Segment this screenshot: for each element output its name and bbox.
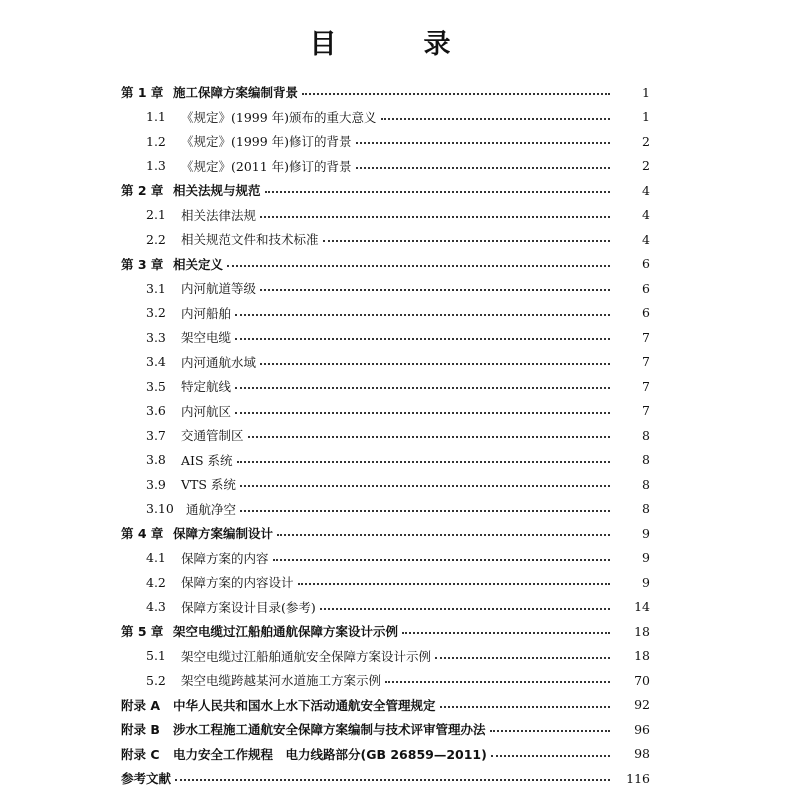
dot-leader — [356, 142, 610, 144]
toc-entry-number: 3.9 — [146, 476, 166, 492]
toc-entry-page: 6 — [642, 305, 650, 321]
toc-section-entry — [0, 129, 790, 154]
dot-leader — [240, 485, 610, 487]
toc-entry-page: 18 — [634, 648, 650, 664]
toc-entry-title: 保障方案设计目录(参考) — [181, 599, 316, 615]
toc-entry-number: 1.3 — [146, 158, 166, 174]
toc-entry-page: 70 — [634, 672, 650, 688]
dot-leader — [175, 779, 610, 781]
toc-section-entry — [0, 301, 790, 326]
toc-section-entry — [0, 105, 790, 130]
toc-entry-title: 保障方案编制设计 — [173, 526, 274, 542]
dot-leader — [298, 583, 610, 585]
toc-section-entry — [0, 203, 790, 228]
dot-leader — [320, 608, 610, 610]
toc-entry-title: 特定航线 — [181, 379, 232, 395]
dot-leader — [265, 191, 610, 193]
toc-chapter-entry — [0, 766, 790, 791]
dot-leader — [235, 338, 610, 340]
toc-entry-title: 参考文献 — [121, 771, 172, 787]
toc-entry-page: 2 — [642, 158, 650, 174]
toc-entry-number: 2.2 — [146, 231, 166, 247]
toc-section-entry — [0, 448, 790, 473]
toc-entry-page: 9 — [642, 574, 650, 590]
toc-entry-page: 8 — [642, 501, 650, 517]
toc-entry-page: 98 — [634, 746, 650, 762]
toc-entry-page: 18 — [634, 623, 650, 639]
toc-entry-title: 内河通航水域 — [181, 354, 257, 370]
dot-leader — [323, 240, 610, 242]
toc-entry-number: 3.5 — [146, 378, 166, 394]
toc-entry-number: 4.2 — [146, 574, 166, 590]
toc-entry-title: 涉水工程施工通航安全保障方案编制与技术评审管理办法 — [173, 722, 486, 738]
dot-leader — [385, 681, 610, 683]
toc-entry-page: 7 — [642, 378, 650, 394]
toc-section-entry — [0, 472, 790, 497]
toc-chapter-entry — [0, 80, 790, 105]
toc-section-entry — [0, 399, 790, 424]
toc-entry-title: 交通管制区 — [181, 428, 244, 444]
toc-entry-number: 3.2 — [146, 305, 166, 321]
toc-entry-page: 8 — [642, 476, 650, 492]
dot-leader — [490, 730, 610, 732]
toc-section-entry — [0, 595, 790, 620]
toc-entry-number: 附录 A — [121, 697, 161, 713]
toc-entry-title: 通航净空 — [186, 501, 237, 517]
toc-entry-title: 相关定义 — [173, 256, 224, 272]
toc-section-entry — [0, 570, 790, 595]
toc-entry-title: 《规定》(1999 年)修订的背景 — [181, 134, 352, 150]
toc-section-entry — [0, 423, 790, 448]
toc-entry-title: 内河船舶 — [181, 305, 232, 321]
dot-leader — [235, 314, 610, 316]
toc-entry-title: 架空电缆过江船舶通航安全保障方案设计示例 — [181, 648, 432, 664]
toc-entry-number: 第 3 章 — [121, 256, 164, 272]
toc-entry-number: 4.3 — [146, 599, 166, 615]
toc-entry-number: 第 1 章 — [121, 85, 164, 101]
toc-chapter-entry — [0, 742, 790, 767]
toc-entry-number: 5.1 — [146, 648, 166, 664]
toc-entry-page: 2 — [642, 133, 650, 149]
toc-entry-title: 相关法规与规范 — [173, 183, 261, 199]
toc-entry-title: 保障方案的内容 — [181, 550, 269, 566]
toc-entry-title: 架空电缆跨越某河水道施工方案示例 — [181, 673, 382, 689]
toc-section-entry — [0, 546, 790, 571]
toc-chapter-entry — [0, 252, 790, 277]
toc-chapter-entry — [0, 693, 790, 718]
toc-section-entry — [0, 497, 790, 522]
toc-entry-number: 3.8 — [146, 452, 166, 468]
dot-leader — [491, 755, 610, 757]
dot-leader — [273, 559, 610, 561]
toc-entry-page: 92 — [634, 697, 650, 713]
toc-entry-title: 架空电缆 — [181, 330, 232, 346]
toc-chapter-entry — [0, 717, 790, 742]
toc-entry-page: 6 — [642, 256, 650, 272]
toc-section-entry — [0, 154, 790, 179]
toc-entry-number: 1.2 — [146, 133, 166, 149]
toc-section-entry — [0, 325, 790, 350]
toc-entry-title: 相关法律法规 — [181, 207, 257, 223]
dot-leader — [240, 510, 610, 512]
toc-entry-number: 3.10 — [146, 501, 174, 517]
dot-leader — [235, 412, 610, 414]
toc-entry-number: 2.1 — [146, 207, 166, 223]
toc-entry-number: 3.3 — [146, 329, 166, 345]
toc-section-entry — [0, 374, 790, 399]
toc-entry-title: 施工保障方案编制背景 — [173, 85, 299, 101]
dot-leader — [435, 657, 610, 659]
toc-entry-title: 《规定》(1999 年)颁布的重大意义 — [181, 109, 377, 125]
dot-leader — [260, 289, 610, 291]
toc-section-entry — [0, 350, 790, 375]
toc-entry-number: 3.1 — [146, 280, 166, 296]
toc-entry-page: 9 — [642, 550, 650, 566]
toc-entry-number: 第 5 章 — [121, 624, 164, 640]
toc-entry-title: VTS 系统 — [181, 477, 236, 493]
dot-leader — [235, 387, 610, 389]
toc-entry-page: 1 — [642, 84, 650, 100]
toc-entry-page: 9 — [642, 525, 650, 541]
dot-leader — [402, 632, 610, 634]
toc-entry-page: 4 — [642, 207, 650, 223]
toc-entry-title: 电力安全工作规程 电力线路部分(GB 26859—2011) — [173, 746, 487, 762]
toc-entry-page: 6 — [642, 280, 650, 296]
toc-entry-number: 第 4 章 — [121, 526, 164, 542]
toc-entry-number: 3.4 — [146, 354, 166, 370]
toc-entry-number: 5.2 — [146, 672, 166, 688]
toc-entry-number: 1.1 — [146, 109, 166, 125]
toc-chapter-entry — [0, 619, 790, 644]
toc-section-entry — [0, 227, 790, 252]
toc-section-entry — [0, 668, 790, 693]
toc-entry-title: 保障方案的内容设计 — [181, 575, 294, 591]
toc-entry-title: 中华人民共和国水上水下活动通航安全管理规定 — [173, 697, 436, 713]
dot-leader — [237, 461, 610, 463]
dot-leader — [260, 216, 610, 218]
table-of-contents — [0, 80, 790, 791]
toc-entry-page: 7 — [642, 354, 650, 370]
toc-entry-title: AIS 系统 — [181, 452, 233, 468]
toc-entry-number: 附录 C — [121, 746, 160, 762]
toc-entry-number: 3.6 — [146, 403, 166, 419]
toc-entry-number: 3.7 — [146, 427, 166, 443]
dot-leader — [302, 93, 610, 95]
toc-entry-page: 116 — [626, 770, 650, 786]
toc-entry-page: 8 — [642, 427, 650, 443]
dot-leader — [277, 534, 610, 536]
toc-entry-title: 《规定》(2011 年)修订的背景 — [181, 158, 352, 174]
toc-entry-title: 内河航道等级 — [181, 281, 257, 297]
toc-entry-page: 7 — [642, 329, 650, 345]
toc-section-entry — [0, 276, 790, 301]
toc-entry-page: 8 — [642, 452, 650, 468]
toc-entry-number: 4.1 — [146, 550, 166, 566]
toc-entry-number: 附录 B — [121, 722, 160, 738]
dot-leader — [227, 265, 610, 267]
toc-entry-page: 14 — [634, 599, 650, 615]
dot-leader — [356, 167, 610, 169]
toc-entry-title: 架空电缆过江船舶通航保障方案设计示例 — [173, 624, 399, 640]
toc-entry-page: 7 — [642, 403, 650, 419]
dot-leader — [248, 436, 610, 438]
dot-leader — [381, 118, 610, 120]
toc-chapter-entry — [0, 178, 790, 203]
toc-chapter-entry — [0, 521, 790, 546]
toc-entry-number: 第 2 章 — [121, 183, 164, 199]
toc-entry-title: 内河航区 — [181, 403, 232, 419]
toc-entry-title: 相关规范文件和技术标准 — [181, 232, 319, 248]
toc-entry-page: 4 — [642, 182, 650, 198]
toc-entry-page: 4 — [642, 231, 650, 247]
toc-section-entry — [0, 644, 790, 669]
page-title: 目 录 — [309, 29, 481, 60]
dot-leader — [440, 706, 610, 708]
toc-entry-page: 1 — [642, 109, 650, 125]
toc-entry-page: 96 — [634, 721, 650, 737]
dot-leader — [260, 363, 610, 365]
